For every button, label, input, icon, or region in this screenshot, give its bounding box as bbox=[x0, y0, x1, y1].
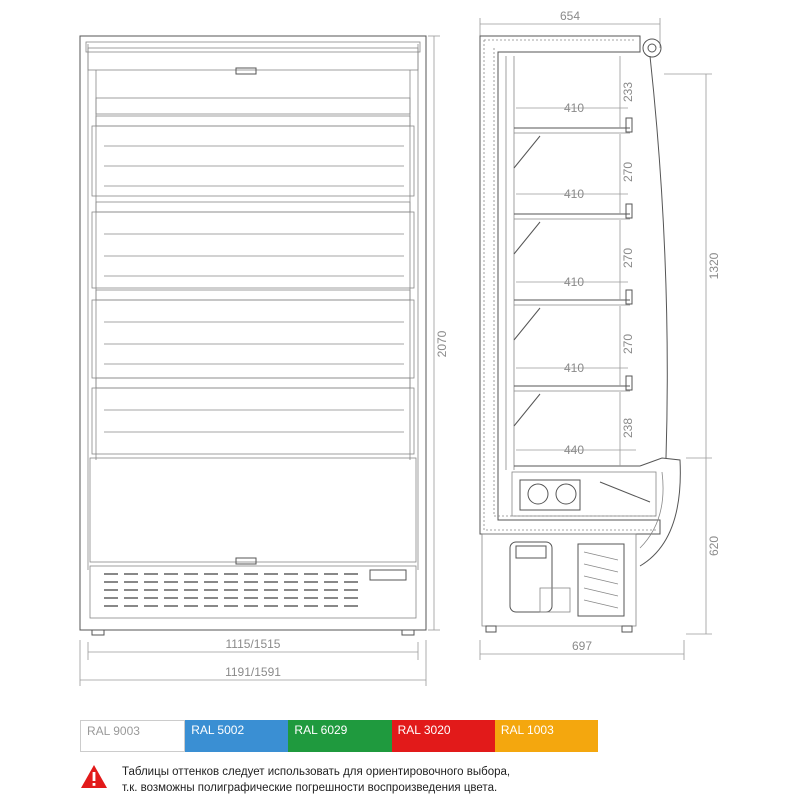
shelf-depth-dim: 410 bbox=[563, 361, 585, 375]
swatch-ral-5002[interactable] bbox=[185, 720, 288, 752]
swatch-ral-3020[interactable] bbox=[392, 720, 495, 752]
shelf-depth-dim: 410 bbox=[563, 275, 585, 289]
swatch-ral-9003[interactable] bbox=[80, 720, 185, 752]
side-top-width-dim: 654 bbox=[559, 9, 581, 23]
swatch-label: RAL 6029 bbox=[294, 723, 348, 737]
shelf-depth-dim: 440 bbox=[563, 443, 585, 457]
front-height-dim: 2070 bbox=[435, 330, 449, 358]
swatch-label: RAL 5002 bbox=[191, 723, 245, 737]
color-disclaimer bbox=[80, 762, 640, 798]
shelf-depth-dim: 410 bbox=[563, 101, 585, 115]
disclaimer-line: Таблицы оттенков следует использовать для ориентировочного выбора, bbox=[122, 766, 511, 778]
condenser bbox=[578, 544, 624, 616]
canopy-light bbox=[643, 39, 661, 57]
swatch-label: RAL 3020 bbox=[397, 723, 451, 737]
swatch-label: RAL 9003 bbox=[87, 724, 140, 738]
shelf-gap-dim: 233 bbox=[621, 81, 635, 103]
swatch-ral-6029[interactable] bbox=[288, 720, 391, 752]
compressor bbox=[510, 542, 570, 612]
disclaimer-line: т.к. возможны полиграфические погрешности воспроизведения цвета. bbox=[122, 782, 498, 794]
front-cabinet-outline bbox=[80, 36, 426, 630]
shelf-depth-dims bbox=[516, 101, 636, 457]
swatch-ral-1003[interactable] bbox=[495, 720, 598, 752]
side-shelf bbox=[514, 376, 632, 426]
swatch-label: RAL 1003 bbox=[500, 723, 554, 737]
side-view bbox=[480, 9, 721, 660]
front-outer-width-dim: 1191/1591 bbox=[225, 665, 281, 679]
color-swatches bbox=[80, 720, 598, 752]
disclaimer-text bbox=[122, 764, 642, 796]
side-shelf bbox=[514, 290, 632, 340]
front-inner-width-dim: 1115/1515 bbox=[225, 637, 281, 651]
shelf-gap-dim: 270 bbox=[621, 247, 635, 269]
shelf-gap-dim: 270 bbox=[621, 333, 635, 355]
shelf-gap-dim: 238 bbox=[621, 417, 635, 439]
side-shelf bbox=[514, 204, 632, 254]
front-view bbox=[80, 36, 449, 686]
side-base-height-dim: 620 bbox=[707, 535, 721, 557]
warning-icon bbox=[80, 764, 108, 790]
side-upper-height-dim: 1320 bbox=[707, 252, 721, 280]
side-shelf bbox=[514, 118, 632, 168]
shelf-gap-dim: 270 bbox=[621, 161, 635, 183]
shelf-depth-dim: 410 bbox=[563, 187, 585, 201]
side-bottom-width-dim: 697 bbox=[571, 639, 593, 653]
evaporator-unit bbox=[512, 472, 656, 516]
